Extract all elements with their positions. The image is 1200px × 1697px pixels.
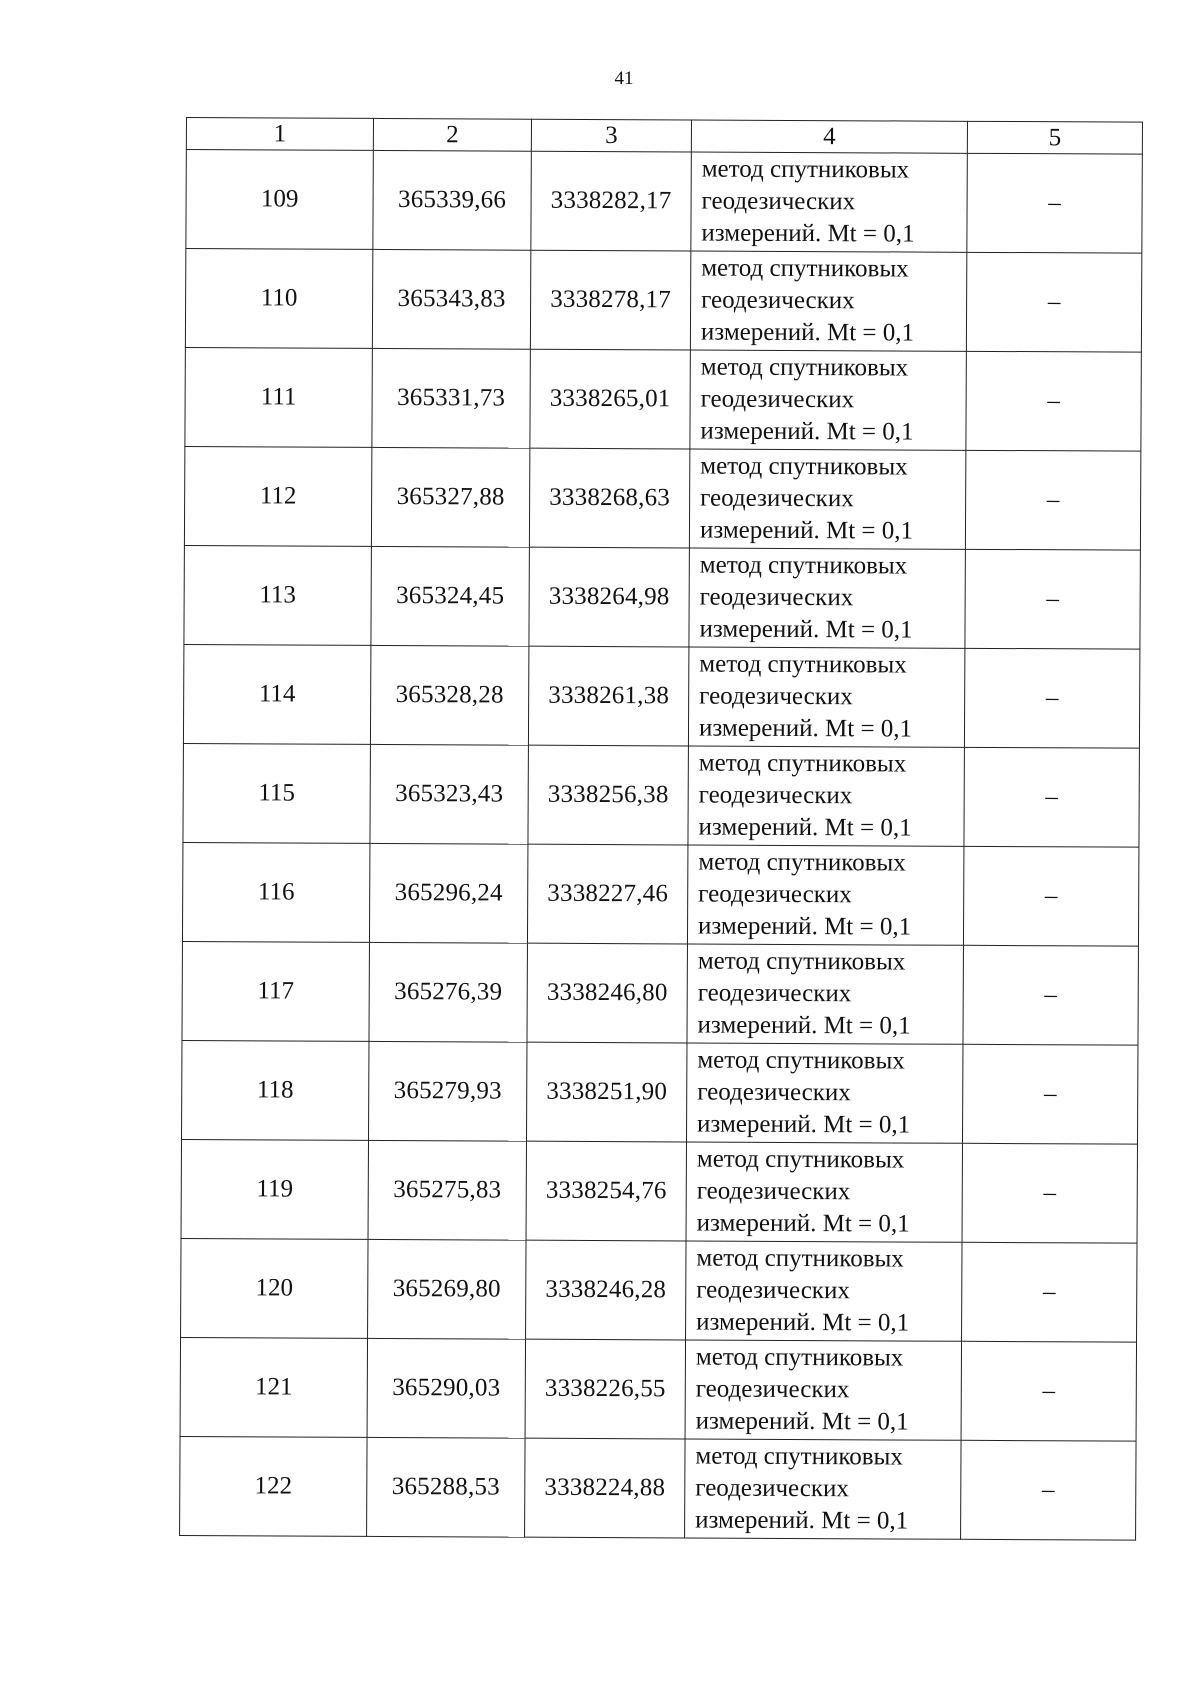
description-value: – <box>962 1242 1137 1342</box>
method-description <box>691 152 967 252</box>
page-number: 41 <box>614 68 634 89</box>
point-number: 112 <box>184 446 371 546</box>
coordinate-x: 365288,53 <box>367 1437 525 1537</box>
table-row <box>181 1238 1137 1342</box>
method-line: измерений. Mt = 0,1 <box>699 615 913 644</box>
method-line: метод спутниковых <box>695 1343 904 1372</box>
method-line: измерений. Mt = 0,1 <box>699 516 914 545</box>
method-line: метод спутниковых <box>701 254 909 283</box>
description-value: – <box>965 450 1140 550</box>
column-header: 3 <box>531 119 691 152</box>
coordinate-y: 3338282,17 <box>531 151 691 251</box>
table-row <box>185 249 1141 353</box>
description-value: – <box>963 846 1138 946</box>
table-row <box>185 347 1141 451</box>
coordinate-x: 365327,88 <box>371 447 529 547</box>
method-description <box>685 1439 961 1539</box>
coordinate-x: 365275,83 <box>368 1140 526 1240</box>
point-number: 115 <box>183 743 370 843</box>
method-line: измерений. Mt = 0,1 <box>700 417 914 446</box>
coordinate-x: 365269,80 <box>368 1239 526 1339</box>
method-line: метод спутниковых <box>697 1046 905 1075</box>
method-line: измерений. Mt = 0,1 <box>700 318 915 347</box>
coordinate-x: 365324,45 <box>371 546 529 646</box>
method-line: геодезических <box>698 781 853 810</box>
method-line: геодезических <box>700 385 855 414</box>
method-line: геодезических <box>698 880 852 909</box>
method-line: геодезических <box>695 1474 849 1503</box>
method-line: метод спутниковых <box>698 749 907 778</box>
method-line: геодезических <box>699 583 854 612</box>
coordinate-y: 3338224,88 <box>525 1438 685 1538</box>
coordinate-y: 3338268,63 <box>529 448 689 548</box>
table-row <box>182 941 1138 1045</box>
method-line: измерений. Mt = 0,1 <box>698 813 912 842</box>
method-line: геодезических <box>697 979 852 1008</box>
coordinate-y: 3338251,90 <box>526 1042 686 1142</box>
method-line: измерений. Mt = 0,1 <box>697 912 912 941</box>
method-line: метод спутниковых <box>699 650 907 679</box>
coordinate-y: 3338261,38 <box>528 646 688 746</box>
method-line: метод спутниковых <box>698 848 906 877</box>
coordinate-x: 365331,73 <box>372 348 530 448</box>
method-line: геодезических <box>700 484 854 513</box>
table-row <box>184 545 1140 649</box>
point-number: 111 <box>185 347 372 447</box>
description-value: – <box>967 153 1142 253</box>
method-description <box>687 944 963 1044</box>
method-description <box>690 350 966 450</box>
point-number: 117 <box>182 941 369 1041</box>
method-line: измерений. Mt = 0,1 <box>695 1407 909 1436</box>
description-value: – <box>965 549 1140 649</box>
table-row <box>180 1337 1136 1441</box>
coordinate-x: 365296,24 <box>369 843 527 943</box>
method-description <box>686 1043 962 1143</box>
column-header: 5 <box>967 121 1142 154</box>
description-value: – <box>961 1341 1136 1441</box>
method-line: метод спутниковых <box>695 1442 903 1471</box>
point-number: 118 <box>182 1040 369 1140</box>
method-line: метод спутниковых <box>696 1145 905 1174</box>
table-row <box>182 1040 1138 1144</box>
method-line: геодезических <box>695 1375 850 1404</box>
table-row <box>180 1436 1136 1540</box>
point-number: 113 <box>184 545 371 645</box>
method-line: измерений. Mt = 0,1 <box>698 714 913 743</box>
point-number: 119 <box>181 1139 368 1239</box>
description-value: – <box>964 648 1139 748</box>
coordinate-y: 3338278,17 <box>530 250 690 350</box>
method-description <box>686 1241 962 1341</box>
method-description <box>688 746 964 846</box>
description-value: – <box>966 351 1141 451</box>
method-line: геодезических <box>696 1276 850 1305</box>
column-header: 4 <box>691 120 967 153</box>
method-description <box>686 1142 962 1242</box>
description-value: – <box>962 1044 1137 1144</box>
method-line: метод спутниковых <box>699 551 908 580</box>
method-description <box>689 449 965 549</box>
table-header-row <box>186 118 1142 155</box>
description-value: – <box>962 1143 1137 1243</box>
method-line: геодезических <box>701 286 855 315</box>
coordinate-x: 365276,39 <box>369 942 527 1042</box>
method-line: геодезических <box>699 682 853 711</box>
coordinate-x: 365339,66 <box>373 150 531 250</box>
method-line: измерений. Mt = 0,1 <box>697 1011 911 1040</box>
method-line: измерений. Mt = 0,1 <box>697 1110 911 1139</box>
point-number: 116 <box>182 842 369 942</box>
coordinate-y: 3338246,28 <box>526 1240 686 1340</box>
description-value: – <box>963 945 1138 1045</box>
method-line: измерений. Mt = 0,1 <box>696 1209 910 1238</box>
method-line: метод спутниковых <box>700 353 909 382</box>
point-number: 121 <box>180 1337 367 1437</box>
description-value: – <box>964 747 1139 847</box>
coordinate-x: 365343,83 <box>372 249 530 349</box>
coordinate-y: 3338246,80 <box>527 943 687 1043</box>
coordinate-x: 365328,28 <box>370 645 528 745</box>
method-line: геодезических <box>696 1177 851 1206</box>
description-value: – <box>966 252 1141 352</box>
point-number: 122 <box>180 1436 367 1536</box>
point-number: 120 <box>181 1238 368 1338</box>
table-row <box>181 1139 1137 1243</box>
coordinates-table <box>179 117 1143 1541</box>
method-line: метод спутниковых <box>701 155 910 184</box>
coordinate-y: 3338264,98 <box>529 547 689 647</box>
point-number: 114 <box>183 644 370 744</box>
method-line: геодезических <box>701 187 856 216</box>
coordinate-y: 3338227,46 <box>527 844 687 944</box>
method-line: метод спутниковых <box>700 452 908 481</box>
point-number: 109 <box>186 150 373 250</box>
method-line: метод спутниковых <box>696 1244 904 1273</box>
coordinate-y: 3338254,76 <box>526 1141 686 1241</box>
coordinate-x: 365279,93 <box>369 1041 527 1141</box>
method-description <box>688 647 964 747</box>
column-header: 1 <box>186 118 373 151</box>
method-line: измерений. Mt = 0,1 <box>695 1506 909 1535</box>
method-line: измерений. Mt = 0,1 <box>696 1308 910 1337</box>
description-value: – <box>961 1440 1136 1540</box>
method-description <box>685 1340 961 1440</box>
method-line: измерений. Mt = 0,1 <box>701 219 915 248</box>
coordinate-y: 3338265,01 <box>530 349 690 449</box>
table-row <box>182 842 1138 946</box>
column-header: 2 <box>373 118 531 151</box>
table-row <box>186 150 1142 254</box>
coordinate-x: 365290,03 <box>367 1338 525 1438</box>
method-description <box>689 548 965 648</box>
coordinate-y: 3338226,55 <box>525 1339 685 1439</box>
coordinate-y: 3338256,38 <box>528 745 688 845</box>
method-line: геодезических <box>697 1078 851 1107</box>
method-line: метод спутниковых <box>697 947 906 976</box>
table-row <box>184 446 1140 550</box>
table-row <box>183 743 1139 847</box>
coordinate-x: 365323,43 <box>370 744 528 844</box>
table-row <box>183 644 1139 748</box>
method-description <box>687 845 963 945</box>
method-description <box>690 251 966 351</box>
point-number: 110 <box>185 249 372 349</box>
